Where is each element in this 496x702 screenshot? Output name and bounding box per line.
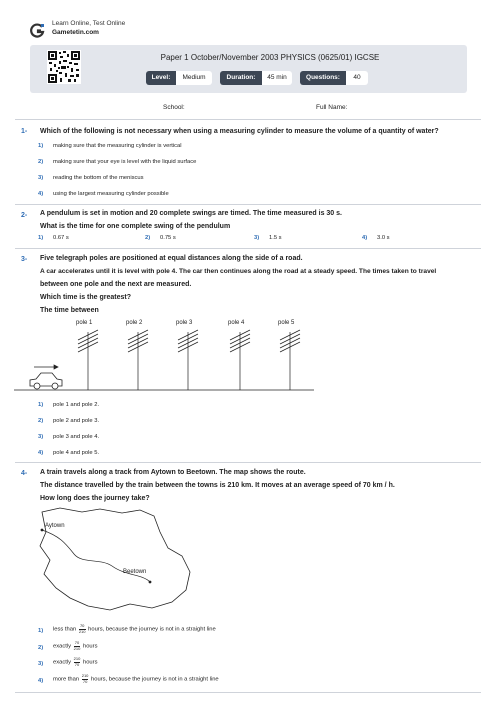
question-text: Which time is the greatest? bbox=[40, 294, 132, 301]
fraction bbox=[79, 624, 86, 634]
option-prefix: less than bbox=[53, 626, 77, 633]
divider bbox=[15, 204, 481, 205]
fraction-numerator: 70 bbox=[79, 623, 85, 628]
option-prefix: more than bbox=[53, 676, 80, 683]
divider bbox=[15, 119, 481, 120]
answer-option[interactable]: pole 3 and pole 4. bbox=[53, 434, 100, 440]
option-number: 3) bbox=[38, 175, 44, 181]
answer-option[interactable]: 0.75 s bbox=[160, 235, 176, 241]
fraction bbox=[74, 641, 81, 651]
answer-option[interactable] bbox=[53, 641, 98, 651]
option-suffix: hours bbox=[82, 659, 98, 666]
divider bbox=[15, 692, 481, 693]
car-icon bbox=[30, 373, 62, 389]
route-map-figure bbox=[30, 504, 200, 614]
telegraph-pole-icon bbox=[280, 330, 300, 390]
fraction-numerator: 70 bbox=[74, 640, 80, 645]
school-field-label: School: bbox=[163, 104, 185, 111]
question-number: 3- bbox=[21, 256, 28, 263]
option-number: 3) bbox=[38, 434, 44, 440]
paper-title: Paper 1 October/November 2003 PHYSICS (0625/01) IGCSE bbox=[160, 53, 380, 62]
answer-option[interactable] bbox=[53, 674, 219, 684]
fraction bbox=[82, 674, 89, 684]
answer-option[interactable]: pole 2 and pole 3. bbox=[53, 418, 100, 424]
option-number: 2) bbox=[145, 235, 151, 241]
option-number: 1) bbox=[38, 402, 44, 408]
question-text: How long does the journey take? bbox=[40, 495, 150, 502]
answer-option[interactable]: making sure that your eye is level with the liquid surface bbox=[53, 159, 197, 165]
answer-option[interactable]: pole 1 and pole 2. bbox=[53, 402, 100, 408]
option-suffix: hours bbox=[82, 643, 98, 650]
telegraph-poles-figure bbox=[14, 316, 324, 394]
option-number: 4) bbox=[38, 678, 44, 684]
answer-option[interactable] bbox=[53, 657, 98, 667]
option-number: 2) bbox=[38, 418, 44, 424]
option-suffix: hours, because the journey is not in a straight line bbox=[91, 676, 219, 683]
option-number: 4) bbox=[362, 235, 368, 241]
option-prefix: exactly bbox=[53, 659, 72, 666]
answer-option[interactable]: using the largest measuring cylinder possible bbox=[53, 191, 169, 197]
fraction-numerator: 210 bbox=[81, 673, 89, 678]
fraction-denominator: 70 bbox=[74, 661, 80, 667]
option-number: 3) bbox=[38, 661, 44, 667]
telegraph-pole-icon bbox=[178, 330, 198, 390]
option-number: 2) bbox=[38, 159, 44, 165]
option-number: 2) bbox=[38, 645, 44, 651]
arrow-icon bbox=[34, 365, 58, 369]
divider bbox=[15, 248, 481, 249]
level-label: Level: bbox=[146, 71, 176, 85]
questions-value: 40 bbox=[346, 71, 368, 85]
fraction bbox=[74, 657, 81, 667]
question-text: A car accelerates until it is level with pole 4. The car then continues along the road at a steady speed. The times taken to travel bbox=[40, 268, 437, 275]
telegraph-pole-icon bbox=[230, 330, 250, 390]
option-number: 1) bbox=[38, 143, 44, 149]
question-text: The time between bbox=[40, 307, 99, 314]
option-number: 1) bbox=[38, 235, 44, 241]
pole-label: pole 1 bbox=[76, 320, 93, 326]
answer-option[interactable]: 3.0 s bbox=[377, 235, 390, 241]
fraction-denominator: 70 bbox=[82, 678, 88, 684]
question-number: 1- bbox=[21, 128, 28, 135]
brand-site[interactable]: Gametetin.com bbox=[52, 29, 99, 36]
pole-label: pole 5 bbox=[278, 320, 295, 326]
option-number: 1) bbox=[38, 628, 44, 634]
qr-code-icon bbox=[47, 50, 81, 84]
aytown-marker bbox=[41, 529, 44, 532]
question-number: 2- bbox=[21, 212, 28, 219]
option-number: 3) bbox=[254, 235, 260, 241]
fraction-numerator: 210 bbox=[73, 656, 81, 661]
question-text: A pendulum is set in motion and 20 complete swings are timed. The time measured is 30 s. bbox=[40, 210, 342, 217]
pole-label: pole 2 bbox=[126, 320, 143, 326]
answer-option[interactable]: 0.67 s bbox=[53, 235, 69, 241]
gametetin-logo-icon bbox=[30, 23, 45, 38]
beetown-marker bbox=[149, 581, 152, 584]
duration-label: Duration: bbox=[220, 71, 262, 85]
answer-option[interactable]: reading the bottom of the meniscus bbox=[53, 175, 144, 181]
questions-label: Questions: bbox=[300, 71, 346, 85]
fraction-denominator: 210 bbox=[78, 628, 86, 634]
question-text: The distance travelled by the train between the towns is 210 km. It moves at an average speed of 70 km / h. bbox=[40, 482, 395, 489]
question-text: Five telegraph poles are positioned at equal distances along the side of a road. bbox=[40, 255, 303, 262]
question-text: between one pole and the next are measured. bbox=[40, 281, 192, 288]
answer-option[interactable]: 1.5 s bbox=[269, 235, 282, 241]
town-label: Aytown bbox=[45, 523, 65, 529]
fraction-denominator: 210 bbox=[73, 645, 81, 651]
divider bbox=[15, 462, 481, 463]
telegraph-pole-icon bbox=[128, 330, 148, 390]
answer-option[interactable]: pole 4 and pole 5. bbox=[53, 450, 100, 456]
question-text: Which of the following is not necessary when using a measuring cylinder to measure the volume of a quantity of water? bbox=[40, 128, 439, 135]
pole-label: pole 4 bbox=[228, 320, 245, 326]
option-suffix: hours, because the journey is not in a straight line bbox=[88, 626, 216, 633]
question-text: What is the time for one complete swing of the pendulum bbox=[40, 223, 231, 230]
full-name-field-label: Full Name: bbox=[316, 104, 348, 111]
answer-option[interactable] bbox=[53, 624, 216, 634]
answer-option[interactable]: making sure that the measuring cylinder is vertical bbox=[53, 143, 182, 149]
question-text: A train travels along a track from Aytown to Beetown. The map shows the route. bbox=[40, 469, 306, 476]
pole-label: pole 3 bbox=[176, 320, 193, 326]
brand-tagline: Learn Online, Test Online bbox=[52, 20, 126, 27]
duration-value: 45 min bbox=[262, 71, 292, 85]
level-value: Medium bbox=[176, 71, 212, 85]
option-number: 4) bbox=[38, 450, 44, 456]
question-number: 4- bbox=[21, 470, 28, 477]
option-prefix: exactly bbox=[53, 643, 72, 650]
option-number: 4) bbox=[38, 191, 44, 197]
telegraph-pole-icon bbox=[78, 330, 98, 390]
town-label: Beetown bbox=[123, 569, 147, 575]
